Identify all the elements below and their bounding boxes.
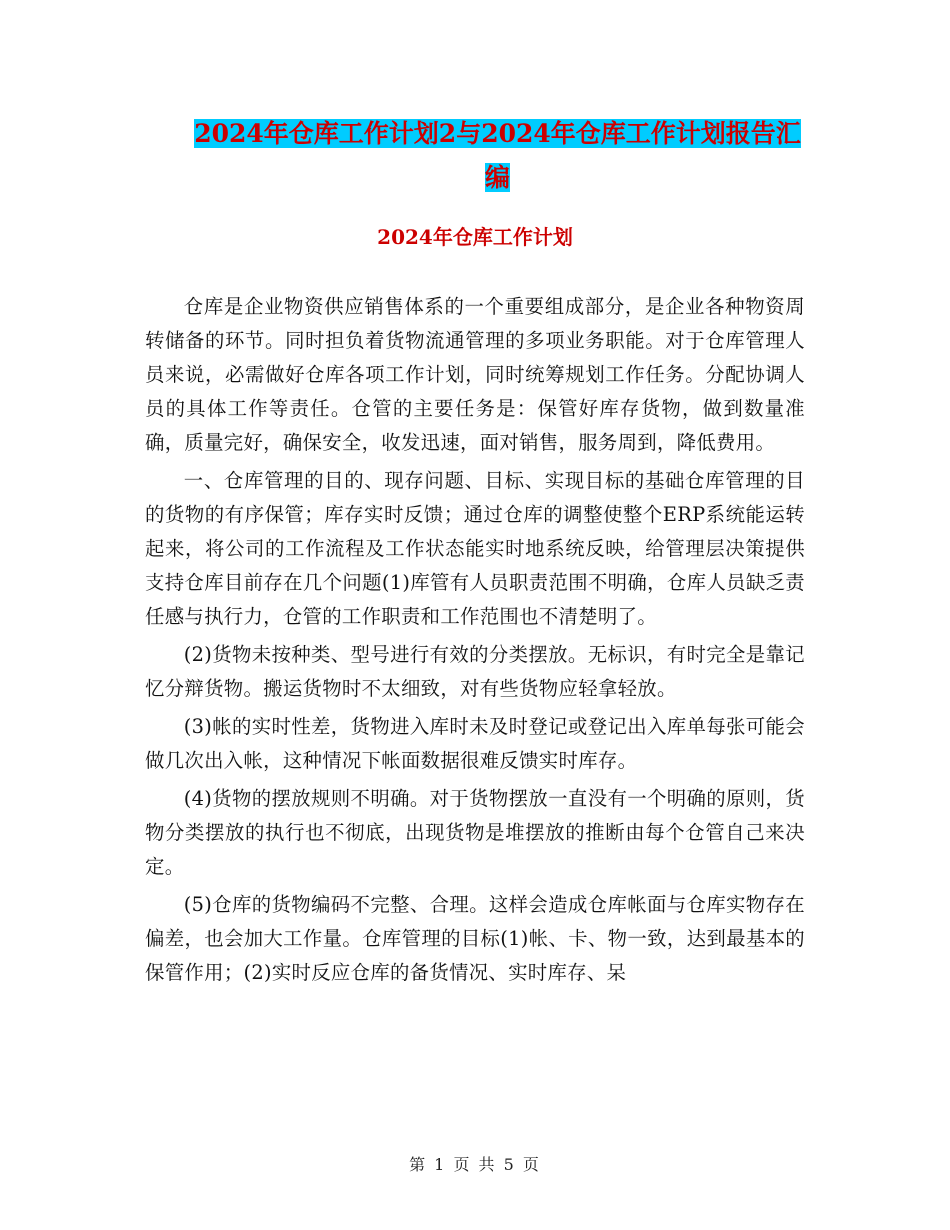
paragraph: (3)帐的实时性差，货物进入库时未及时登记或登记出入库单每张可能会做几次出入帐，这种情况下帐面数据很难反馈实时库存。 <box>145 715 805 772</box>
section-title: 2024年仓库工作计划 <box>377 225 573 249</box>
paragraph: (4)货物的摆放规则不明确。对于货物摆放一直没有一个明确的原则，货物分类摆放的执行也不彻底，出现货物是堆摆放的推断由每个仓管自己来决定。 <box>145 787 805 878</box>
paragraph: 一、仓库管理的目的、现存问题、目标、实现目标的基础仓库管理的目的货物的有序保管；库存实时反馈；通过仓库的调整使整个ERP系统能运转起来，将公司的工作流程及工作状态能实时地系统反映，给管理层决策提供支持仓库目前存在几个问题(1)库管有人员职责范围不明确，仓库人员缺乏责任感与执行力，仓管的工作职责和工作范围也不清楚明了。 <box>145 469 805 628</box>
paragraph: (2)货物未按种类、型号进行有效的分类摆放。无标识，有时完全是靠记忆分辩货物。搬运货物时不太细致，对有些货物应轻拿轻放。 <box>145 643 805 700</box>
document-body <box>145 290 805 994</box>
title-highlight: 2024年仓库工作计划2与2024年仓库工作计划报告汇编 <box>194 119 801 192</box>
document-title <box>185 112 810 200</box>
paragraph: 仓库是企业物资供应销售体系的一个重要组成部分，是企业各种物资周转储备的环节。同时担负着货物流通管理的多项业务职能。对于仓库管理人员来说，必需做好仓库各项工作计划，同时统筹规划工作任务。分配协调人员的具体工作等责任。仓管的主要任务是：保管好库存货物，做到数量准确，质量完好，确保安全，收发迅速，面对销售，服务周到，降低费用。 <box>145 295 805 454</box>
paragraph: (5)仓库的货物编码不完整、合理。这样会造成仓库帐面与仓库实物存在偏差，也会加大工作量。仓库管理的目标(1)帐、卡、物一致，达到最基本的保管作用；(2)实时反应仓库的备货情况、实时库存、呆 <box>145 893 805 984</box>
page-footer: 第 1 页 共 5 页 <box>409 1155 541 1174</box>
